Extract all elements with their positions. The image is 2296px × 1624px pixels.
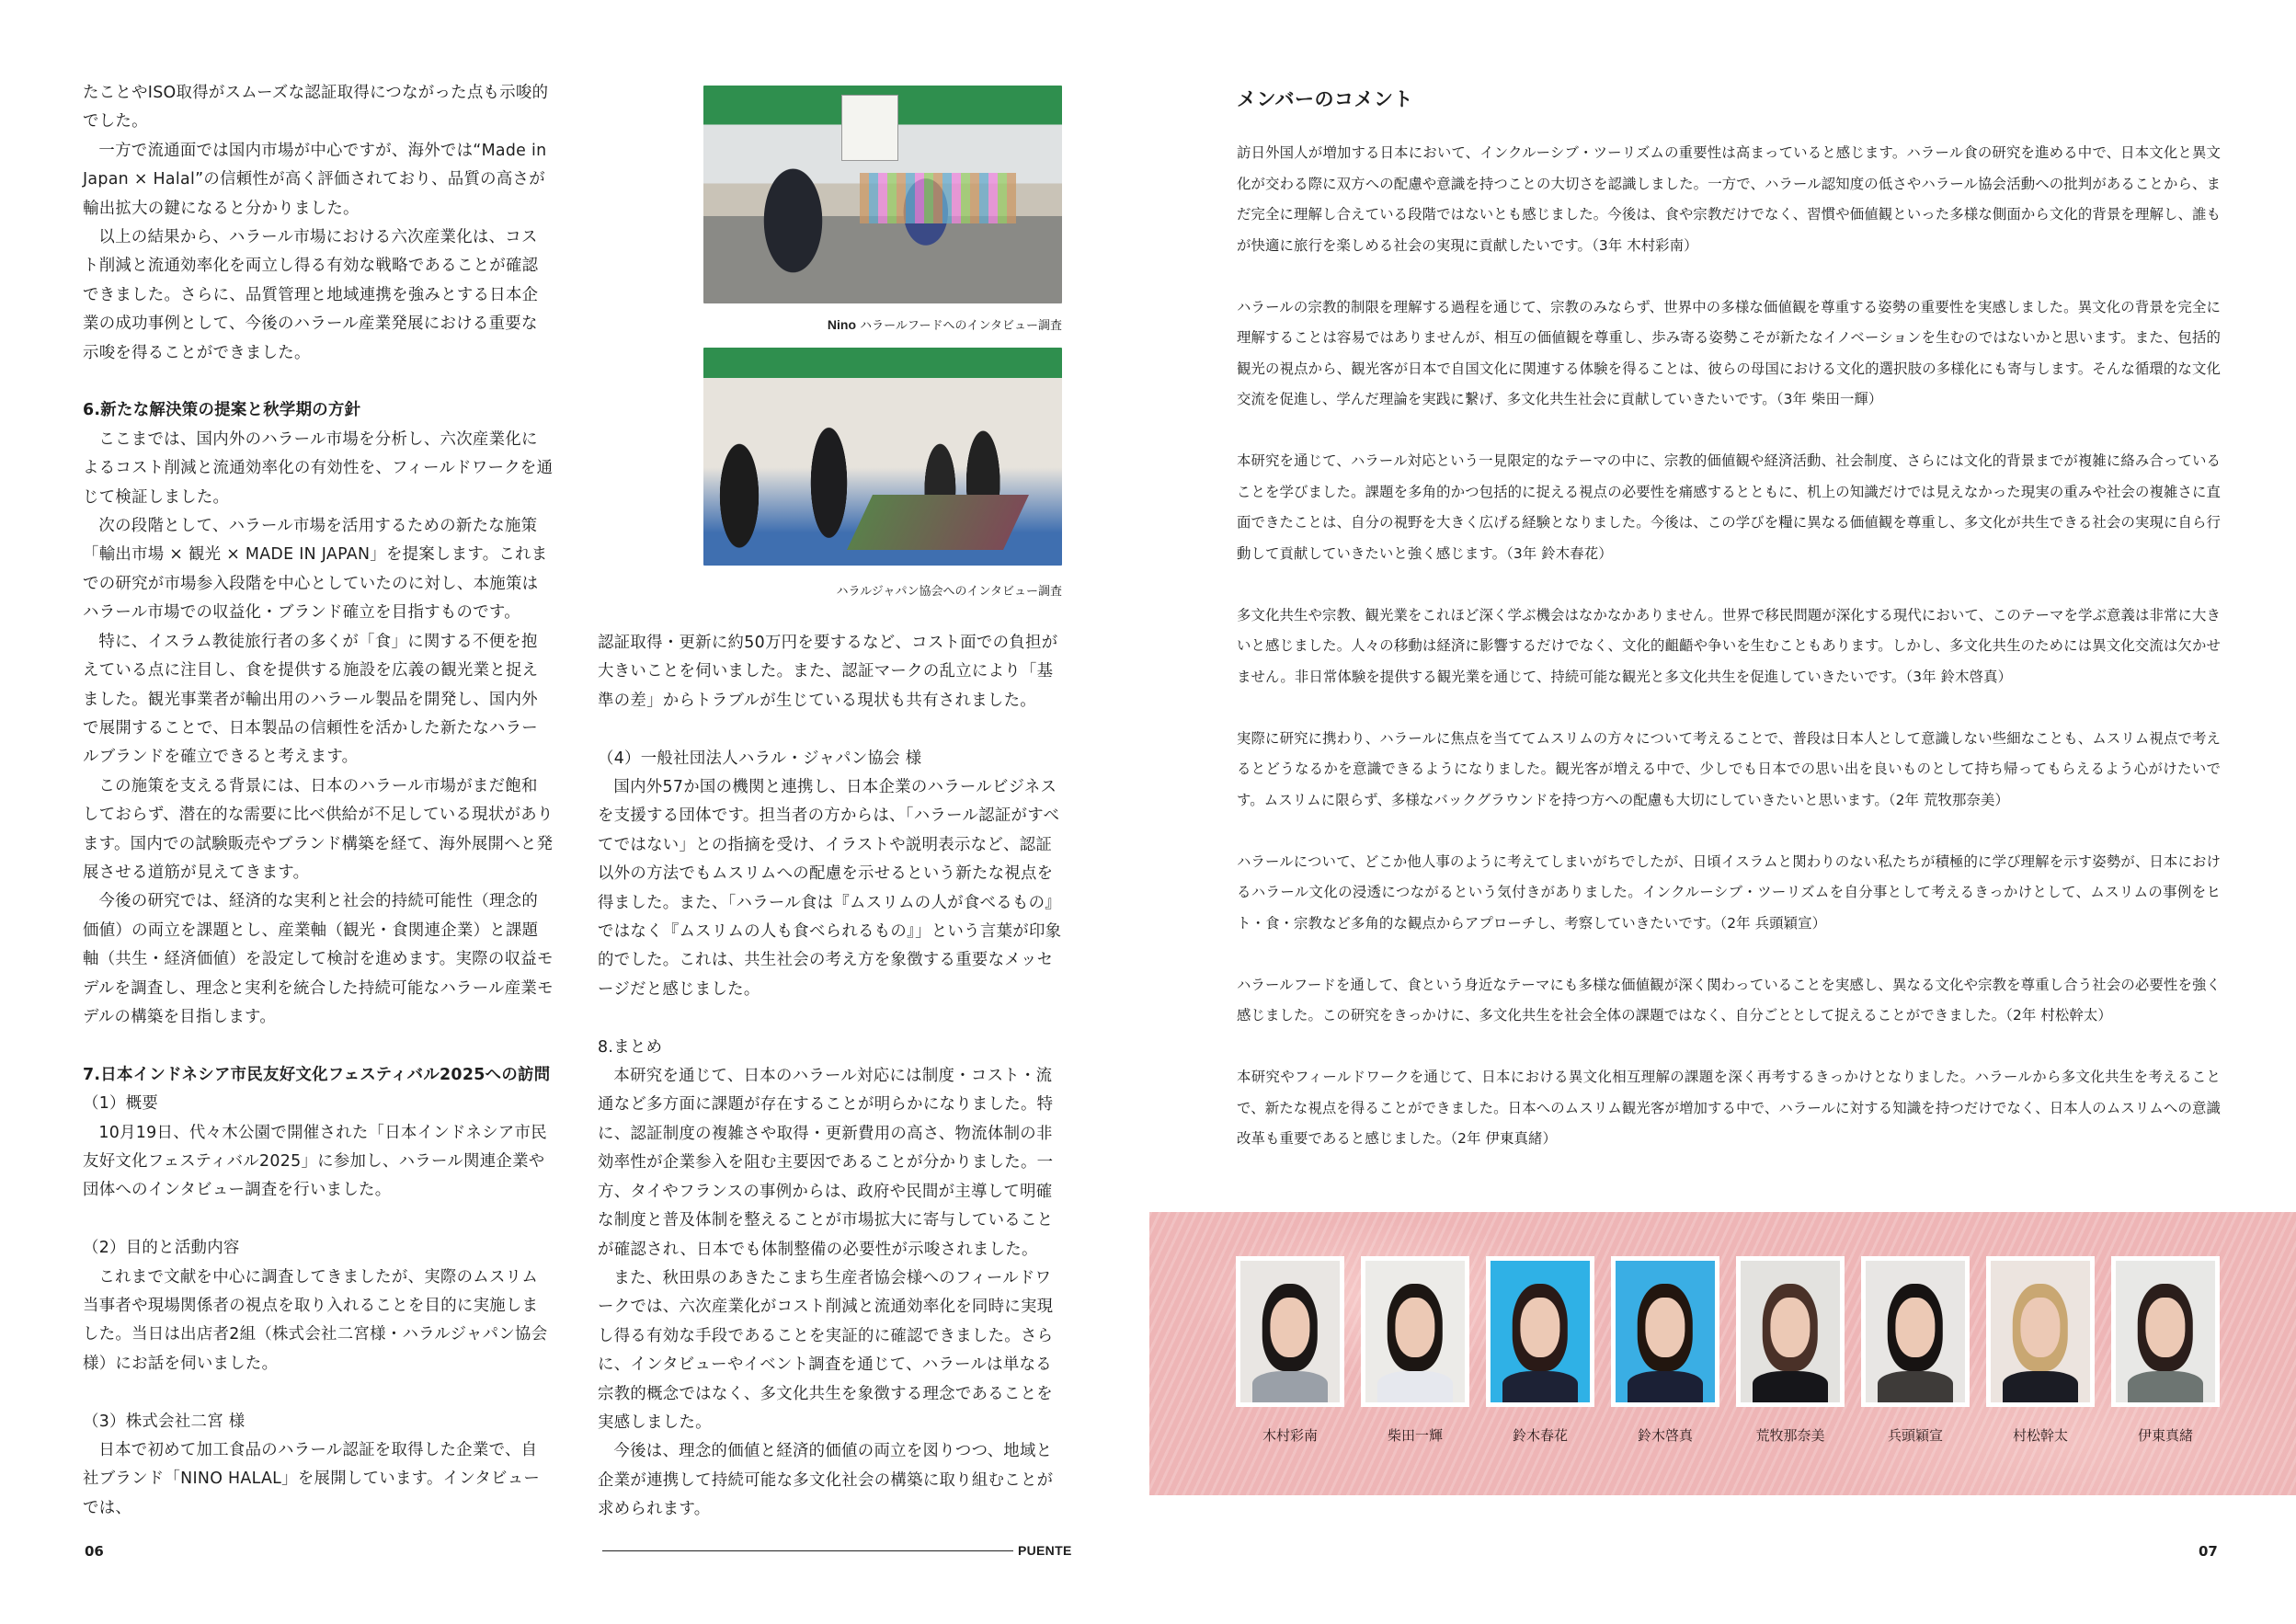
member-portrait	[1236, 1256, 1344, 1407]
member-name: 木村彩南	[1262, 1427, 1318, 1444]
member-comment: 実際に研究に携わり、ハラールに焦点を当ててムスリムの方々について考えることで、普段は日本人として意識しない些細なことも、ムスリム視点で考えるとどうなるかを意識できるようになりました。観光客が増える中で、少しでも日本での思い出を良いものとして持ち帰ってもらえるよう心がけたいです。ムスリムに限らず、多様なバックグラウンドを持つ方への配慮も大切にしていきたいと思います。（2年 荒牧那奈美）	[1237, 729, 2221, 808]
member-comment: 訪日外国人が増加する日本において、インクルーシブ・ツーリズムの重要性は高まっていると感じます。ハラール食の研究を進める中で、日本文化と異文化が交わる際に双方への配慮や意識を持つことの大切さを認識しました。一方で、ハラール認知度の低さやハラール協会活動への批判があることから、まだ完全に理解し合えている段階ではないとも感じました。今後は、食や宗教だけでなく、習慣や価値観といった多様な側面から文化的背景を理解し、誰もが快適に旅行を楽しめる社会の実現に貢献したいです。（3年 木村彩南）	[1237, 144, 2221, 254]
member-comment: 多文化共生や宗教、観光業をこれほど深く学ぶ機会はなかなかありません。世界で移民問題が深化する現代において、このテーマを学ぶ意義は非常に大きいと感じました。人々の移動は経済に影響するだけでなく、文化的齟齬や争いを生むこともあります。しかし、多文化共生のためには異文化交流は欠かせません。非日常体験を提供する観光業を通じて、持続可能な観光と多文化共生を促進していきたいです。（3年 鈴木啓真）	[1237, 606, 2221, 685]
paragraph: 認証取得・更新に約50万円を要するなど、コスト面での負担が大きいことを伺いました。また、認証マークの乱立により「基準の差」からトラブルが生じている現状も共有されました。	[598, 634, 1058, 710]
member-name: 兵頭穎宣	[1887, 1427, 1943, 1444]
section-7-title: 7.日本インドネシア市民友好文化フェスティバル2025への訪問	[83, 1065, 551, 1084]
member-portrait	[1486, 1256, 1594, 1407]
paragraph: これまで文献を中心に調査してきましたが、実際のムスリム当事者や現場関係者の視点を取り入れることを目的に実施しました。当日は出店者2組（株式会社二宮様・ハラルジャパン協会様）にお話を伺いました。	[83, 1267, 548, 1373]
member-card	[1611, 1256, 1719, 1445]
paragraph: ここまでは、国内外のハラール市場を分析し、六次産業化によるコスト削減と流通効率化の有効性を、フィールドワークを通じて検証しました。	[83, 429, 554, 507]
member-list	[1236, 1256, 2220, 1445]
member-name: 村松幹太	[2012, 1427, 2068, 1444]
member-photo-strip	[1149, 1212, 2296, 1495]
member-name: 鈴木春花	[1512, 1427, 1568, 1444]
interview-photo-halal-japan	[703, 348, 1062, 566]
subsection-title: （2）目的と活動内容	[83, 1239, 240, 1258]
paragraph: たことやISO取得がスムーズな認証取得につながった点も示唆的でした。	[83, 84, 549, 132]
member-card	[1361, 1256, 1469, 1445]
member-name: 鈴木啓真	[1637, 1427, 1693, 1444]
member-comment: 本研究を通じて、ハラール対応という一見限定的なテーマの中に、宗教的価値観や経済活動、社会制度、さらには文化的背景までが複雑に絡み合っていることを学びました。課題を多角的かつ包括的に捉える視点の必要性を痛感するとともに、机上の知識だけでは見えなかった現実の重みや社会の複雑さに直面できたことは、自分の視野を大きく広げる経験となりました。今後は、この学びを糧に異なる価値観を尊重し、多文化が共生できる社会の実現に自ら行動して貢献していきたいと強く感じます。（3年 鈴木春花）	[1237, 452, 2221, 562]
paragraph: 次の段階として、ハラール市場を活用するための新たな施策「輸出市場 × 観光 × MADE IN JAPAN」を提案します。これまでの研究が市場参入段階を中心としていたのに対し、本施策はハラール市場での収益化・ブランド確立を目指すものです。	[83, 517, 548, 623]
interview-photo-nino	[703, 86, 1062, 303]
member-portrait	[1361, 1256, 1469, 1407]
member-name: 荒牧那奈美	[1755, 1427, 1825, 1444]
member-portrait	[1736, 1256, 1845, 1407]
middle-column	[598, 629, 1067, 1525]
paragraph: 本研究を通じて、日本のハラール対応には制度・コスト・流通など多方面に課題が存在することが明らかになりました。特に、認証制度の複雑さや取得・更新費用の高さ、物流体制の非効率性が企業参入を阻む主要因であることが分かりました。一方、タイやフランスの事例からは、政府や民間が主導して明確な制度と普及体制を整えることが市場拡大に寄与していることが確認され、日本でも体制整備の必要性が示唆されました。	[598, 1067, 1054, 1259]
magazine-brand: PUENTE	[1018, 1543, 1072, 1558]
member-card	[1236, 1256, 1344, 1445]
paragraph: 10月19日、代々木公園で開催された「日本インドネシア市民友好文化フェスティバル2025」に参加し、ハラール関連企業や団体へのインタビュー調査を行いました。	[83, 1123, 547, 1200]
member-comments	[1237, 138, 2221, 1185]
subsection-title: （3）株式会社二宮 様	[83, 1412, 246, 1431]
paragraph: 今後の研究では、経済的な実利と社会的持続可能性（理念的価値）の両立を課題とし、産業軸（観光・食関連企業）と課題軸（共生・経済価値）を設定して検討を進めます。実際の収益モデルを調査し、理念と実利を統合した持続可能なハラール産業モデルの構築を目指します。	[83, 892, 554, 1026]
section-6-title: 6.新たな解決策の提案と秋学期の方針	[83, 401, 361, 420]
member-card	[2111, 1256, 2220, 1445]
section-8-title: 8.まとめ	[598, 1037, 663, 1057]
page-number-right: 07	[2199, 1543, 2218, 1560]
photo-caption: Nino ハラールフードへのインタビュー調査	[827, 317, 1062, 333]
photo-caption: ハラルジャパン協会へのインタビュー調査	[836, 585, 1062, 599]
footer-divider	[602, 1550, 1013, 1551]
member-card	[1861, 1256, 1970, 1445]
member-card	[1736, 1256, 1845, 1445]
member-comment: ハラールフードを通して、食という身近なテーマにも多様な価値観が深く関わっていることを実感し、異なる文化や宗教を尊重し合う社会の必要性を強く感じました。この研究をきっかけに、多文化共生を社会全体の課題ではなく、自分ごととして捉えることができました。（2年 村松幹太）	[1237, 976, 2221, 1024]
member-portrait	[1611, 1256, 1719, 1407]
member-name: 伊東真緒	[2137, 1427, 2193, 1444]
member-card	[1986, 1256, 2095, 1445]
member-portrait	[1986, 1256, 2095, 1407]
page-number-left: 06	[85, 1543, 104, 1560]
paragraph: 日本で初めて加工食品のハラール認証を取得した企業で、自社ブランド「NINO HALAL」を展開しています。インタビューでは、	[83, 1441, 541, 1517]
member-portrait	[1861, 1256, 1970, 1407]
paragraph: 一方で流通面では国内市場が中心ですが、海外では“Made in Japan × Halal”の信頼性が高く評価されており、品質の高さが輸出拡大の鍵になると分かりました。	[83, 141, 547, 218]
subsection-title: （1）概要	[83, 1094, 159, 1114]
member-comments-title: メンバーのコメント	[1237, 88, 1414, 110]
left-column	[83, 79, 554, 1523]
member-comment: 本研究やフィールドワークを通じて、日本における異文化相互理解の課題を深く再考するきっかけとなりました。ハラールから多文化共生を考えることで、新たな視点を得ることができました。日本へのムスリム観光客が増加する中で、ハラールに対する知識を持つだけでなく、日本人のムスリムへの意識改革も重要であると感じました。（2年 伊東真緒）	[1237, 1069, 2221, 1147]
member-portrait	[2111, 1256, 2220, 1407]
paragraph: この施策を支える背景には、日本のハラール市場がまだ飽和しておらず、潜在的な需要に比べ供給が不足している現状があります。国内での試験販売やブランド構築を経て、海外展開へと発展させる道筋が見えてきます。	[83, 776, 554, 882]
member-comment: ハラールの宗教的制限を理解する過程を通じて、宗教のみならず、世界中の多様な価値観を尊重する姿勢の重要性を実感しました。異文化の背景を完全に理解することは容易ではありませんが、相互の価値観を尊重し、歩み寄る姿勢こそが新たなイノベーションを生むのではないかと思います。また、包括的観光の視点から、観光客が日本で自国文化に関連する体験を得ることは、彼らの母国における文化的選択肢の多様化にも寄与します。そんな循環的な文化交流を促進し、学んだ理論を実践に繋げ、多文化共生社会に貢献していきたいです。（3年 柴田一輝）	[1237, 298, 2221, 407]
member-comment: ハラールについて、どこか他人事のように考えてしまいがちでしたが、日頃イスラムと関わりのない私たちが積極的に学び理解を示す姿勢が、日本におけるハラール文化の浸透につながるという気付きがありました。インクルーシブ・ツーリズムを自分事として考えるきっかけとして、ムスリムの事例をヒト・食・宗教など多角的な観点からアプローチし、考察していきたいです。（2年 兵頭穎宣）	[1237, 852, 2221, 932]
member-name: 柴田一輝	[1387, 1427, 1443, 1444]
paragraph: 国内外57か国の機関と連携し、日本企業のハラールビジネスを支援する団体です。担当者の方からは、「ハラール認証がすべてではない」との指摘を受け、イラストや説明表示など、認証以外の方法でもムスリムへの配慮を示せるという新たな視点を得ました。また、「ハラール食は『ムスリムの人が食べるもの』ではなく『ムスリムの人も食べられるもの』」という言葉が印象的でした。これは、共生社会の考え方を象徴する重要なメッセージだと感じました。	[598, 778, 1062, 999]
paragraph: 特に、イスラム教徒旅行者の多くが「食」に関する不便を抱えている点に注目し、食を提供する施設を広義の観光業と捉えました。観光事業者が輸出用のハラール製品を開発し、国内外で展開することで、日本製品の信頼性を活かした新たなハラールブランドを確立できると考えます。	[83, 632, 539, 767]
paragraph: また、秋田県のあきたこまち生産者協会様へのフィールドワークでは、六次産業化がコスト削減と流通効率化を同時に実現し得る有効な手段であることを実証的に確認できました。さらに、インタビューやイベント調査を通じて、ハラールは単なる宗教的概念ではなく、多文化共生を象徴する理念であることを実感しました。	[598, 1268, 1054, 1432]
paragraph: 今後は、理念的価値と経済的価値の両立を図りつつ、地域と企業が連携して持続可能な多文化社会の構築に取り組むことが求められます。	[598, 1442, 1054, 1519]
caption-brand: Nino	[827, 317, 857, 332]
member-card	[1486, 1256, 1594, 1445]
subsection-title: （4）一般社団法人ハラル・ジャパン協会 様	[598, 749, 922, 768]
paragraph: 以上の結果から、ハラール市場における六次産業化は、コスト削減と流通効率化を両立し得る有効な戦略であることが確認できました。さらに、品質管理と地域連携を強みとする日本企業の成功事例として、今後のハラール産業発展における重要な示唆を得ることができました。	[83, 228, 539, 362]
